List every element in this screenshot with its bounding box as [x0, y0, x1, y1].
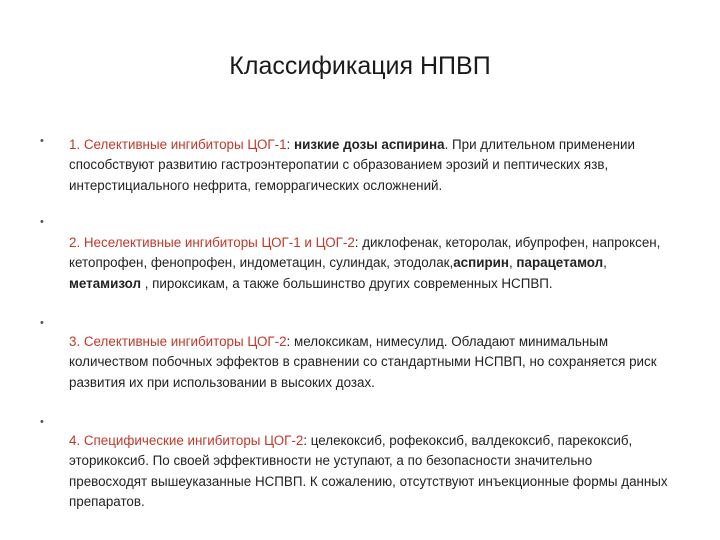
item-heading: 2. Неселективные ингибиторы ЦОГ-1 и ЦОГ-2 [69, 235, 355, 250]
item-bold-term: метамизол [69, 275, 141, 291]
item-text: : диклофенак, кеторолак, ибупрофен, напроксен, кетопрофен, фенопрофен, индометацин, сулиндак, этодолак, [69, 235, 661, 271]
item-colon: : [286, 137, 294, 152]
item-separator: , [508, 255, 517, 271]
item-heading: 4. Специфические ингибиторы ЦОГ-2 [69, 433, 304, 448]
list-item [69, 135, 669, 196]
item-bold-term: низкие дозы аспирина [294, 137, 445, 152]
item-separator: , [603, 255, 607, 271]
item-text: : мелоксикам, нимесулид. Обладают минимальным количеством побочных эффектов в сравнении со стандартными НСПВП, но сохраняется риск развития их при использовании в высоких дозах. [69, 334, 657, 390]
item-heading: 1. Селективные ингибиторы ЦОГ-1 [69, 137, 287, 152]
item-text: , пироксикам, а также большинство других современных НСПВП. [141, 275, 553, 291]
bullet-marker: • [40, 135, 44, 147]
item-text: : целекоксиб, рофекоксиб, валдекоксиб, парекоксиб, эторикоксиб. По своей эффективности не уступают, а по безопасности значительно превосходят вышеуказанные НСПВП. К сожалению, отсутствуют инъекционные формы данных препаратов. [69, 433, 668, 510]
bullet-marker: • [40, 416, 44, 428]
item-text: . При длительном применении способствуют развитию гастроэнтеропатии с образованием эрозий и пептических язв, интерстициального нефрита, геморрагических осложнений. [69, 137, 635, 193]
item-bold-term: парацетамол [516, 255, 604, 271]
item-bold-term: аспирин [453, 255, 509, 271]
page-title: Классификация НПВП [229, 52, 491, 80]
list-item [69, 431, 669, 513]
item-heading: 3. Селективные ингибиторы ЦОГ-2 [69, 334, 287, 349]
bullet-marker: • [40, 216, 44, 228]
bullet-marker: • [40, 317, 44, 329]
list-item [69, 233, 669, 294]
list-item [69, 332, 669, 393]
